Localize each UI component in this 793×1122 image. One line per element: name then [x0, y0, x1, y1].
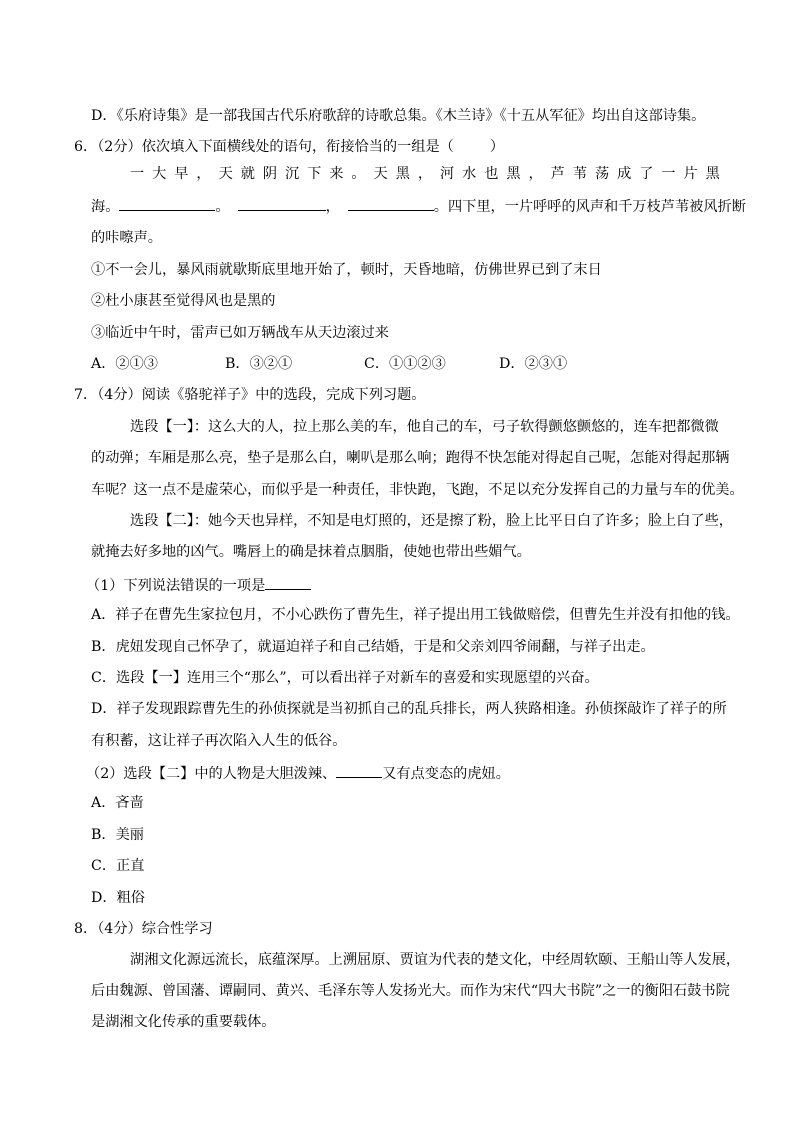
q6-stem-close: ） — [489, 139, 505, 155]
q7-sub2-text-b: 又有点变态的虎妞。 — [382, 766, 510, 782]
q7-stem: 7．（4分）阅读《骆驼祥子》中的选段，完成下列习题。 — [74, 387, 426, 403]
q6-sentence-2: ②杜小康甚至觉得风也是黑的 — [91, 293, 276, 309]
q6-passage-char: 荡 — [594, 166, 610, 182]
q6-sentence-1: ①不一会儿，暴风雨就歇斯底里地开始了，顿时，天昏地暗，仿佛世界已到了末日 — [91, 262, 602, 278]
q6-stem — [74, 138, 504, 156]
q6-passage-char: 天 — [373, 166, 388, 182]
q6-passage-char: 了 — [639, 166, 654, 182]
q6-passage-char: 成 — [617, 166, 632, 182]
q7-option-a[interactable]: A．祥子在曹先生家拉包月，不小心跌伤了曹先生，祥子提出用工钱做赔偿，但曹先生并没有扣他的钱。 — [91, 607, 740, 623]
q7-sub1-text: （1）下列说法错误的一项是 — [86, 578, 266, 594]
q7-excerpt-1-line-2: 的动弹；车厢是那么亮，垫子是那么白，喇叭是那么响；跑得不快怎能对得起自己呢，怎能对得起那辆 — [91, 450, 730, 466]
q6-sep-2: ， — [325, 199, 340, 215]
q8-stem: 8．（4分）综合性学习 — [74, 921, 213, 937]
q7-excerpt-1-line-3: 车呢？这一点不是虚荣心，而似乎是一种责任，非快跑，飞跑，不足以充分发挥自己的力量与车的优美。 — [91, 482, 744, 498]
q6-blank-3[interactable] — [348, 197, 434, 211]
q6-stem-text: 6．（2分）依次填入下面横线处的语句，衔接恰当的一组是（ — [74, 139, 454, 155]
q7-excerpt-2-line-1: 选段【二】：她今天也异样，不知是电灯照的，还是擦了粉，脸上比平日白了许多；脸上白了些， — [130, 513, 733, 529]
q6-passage-char: 来 — [329, 166, 344, 182]
q6-passage-char: 黑 — [705, 166, 720, 182]
q6-passage-char: ， — [528, 166, 543, 182]
q6-passage-char: ， — [196, 166, 211, 182]
q8-passage-line-2: 后由魏源、曾国藩、谭嗣同、黄兴、毛泽东等人发扬光大。而作为宋代“四大书院”之一的衡阳石鼓书院 — [91, 983, 730, 999]
q7-sub2-option-a[interactable]: A．吝啬 — [91, 795, 144, 811]
q7-option-c[interactable]: C．选段【一】连用三个“那么”，可以看出祥子对新车的喜爱和实现愿望的兴奋。 — [91, 670, 599, 686]
q6-passage-char: 水 — [462, 166, 477, 182]
q6-option-b[interactable]: B．③②① — [225, 356, 293, 372]
q6-passage-char: 黑 — [395, 166, 410, 182]
q6-passage-char: 。 — [351, 166, 366, 182]
q6-option-a[interactable]: A．②①③ — [91, 356, 158, 372]
q7-sub-question-1 — [86, 576, 311, 595]
q6-passage-char: 沉 — [284, 166, 300, 182]
q6-passage-char: 一 — [130, 166, 145, 182]
q6-passage-line-2 — [91, 197, 746, 216]
q7-option-b[interactable]: B．虎妞发现自己怀孕了，就逼迫祥子和自己结婚，于是和父亲刘四爷闹翻，与祥子出走。 — [91, 639, 655, 655]
q5-option-d: D．《乐府诗集》是一部我国古代乐府歌辞的诗歌总集。《木兰诗》《十五从军征》均出自这部诗集。 — [91, 108, 706, 124]
q6-blank-2[interactable] — [238, 197, 326, 211]
q6-passage-line-1 — [130, 165, 720, 183]
q6-option-c[interactable]: C．①①②③ — [364, 356, 446, 372]
q7-sub2-option-b[interactable]: B．美丽 — [91, 827, 144, 843]
q7-sub2-blank[interactable] — [336, 764, 382, 778]
q8-passage-line-3: 是湖湘文化传承的重要载体。 — [91, 1014, 276, 1030]
q7-sub2-option-c[interactable]: C．正直 — [91, 858, 145, 874]
q6-passage-char: 河 — [439, 166, 455, 182]
q6-passage-char: 苇 — [572, 166, 588, 182]
q6-passage-char: 天 — [218, 166, 233, 182]
q6-passage-char: 就 — [240, 166, 255, 182]
q6-passage-char: 下 — [307, 166, 322, 182]
q6-passage-l2-start: 海。 — [91, 199, 120, 215]
q7-sub2-option-d[interactable]: D．粗俗 — [91, 890, 145, 906]
q6-passage-char: ， — [417, 166, 433, 182]
q6-passage-char: 片 — [683, 166, 698, 182]
q6-passage-char: 芦 — [550, 166, 565, 182]
q7-sub-question-2 — [86, 764, 510, 783]
q7-sub1-blank[interactable] — [265, 576, 311, 590]
q7-option-d-line-1[interactable]: D．祥子发现跟踪曹先生的孙侦探就是当初抓自己的乱兵排长，两人狭路相逢。孙侦探敲诈了祥子的所 — [91, 701, 727, 717]
q6-passage-line-3: 的咔嚓声。 — [91, 230, 162, 246]
q6-sep-1: 。 — [215, 199, 230, 215]
q6-passage-l2-end: 。四下里，一片呼呼的风声和千万枝芦苇被风折断 — [433, 199, 746, 215]
q6-passage-char: 阴 — [262, 166, 278, 182]
q7-excerpt-1-line-1: 选段【一】：这么大的人，拉上那么美的车，他自己的车，弓子软得颤悠颤悠的，连车把都微微 — [130, 419, 719, 435]
q6-passage-char: 早 — [174, 166, 189, 182]
q6-passage-char: 黑 — [506, 166, 521, 182]
q6-passage-char: 也 — [484, 166, 499, 182]
q8-passage-line-1: 湖湘文化源远流长，底蕴深厚。上溯屈原、贾谊为代表的楚文化，中经周软颐、王船山等人发展， — [130, 952, 741, 968]
q6-sentence-3: ③临近中午时，雷声已如万辆战车从天边滚过来 — [91, 325, 389, 341]
q7-option-d-line-2: 有积蓄，这让祥子再次陷入人生的低谷。 — [91, 733, 347, 749]
q6-passage-char: 一 — [661, 166, 676, 182]
q7-excerpt-2-line-2: 就掩去好多地的凶气。嘴唇上的确是抹着点胭脂，使她也带出些媚气。 — [91, 544, 531, 560]
q6-blank-1[interactable] — [119, 197, 215, 211]
q6-passage-char: 大 — [152, 166, 167, 182]
q6-option-d[interactable]: D．②③① — [499, 356, 568, 372]
q7-sub2-text-a: （2）选段【二】中的人物是大胆泼辣、 — [86, 766, 337, 782]
